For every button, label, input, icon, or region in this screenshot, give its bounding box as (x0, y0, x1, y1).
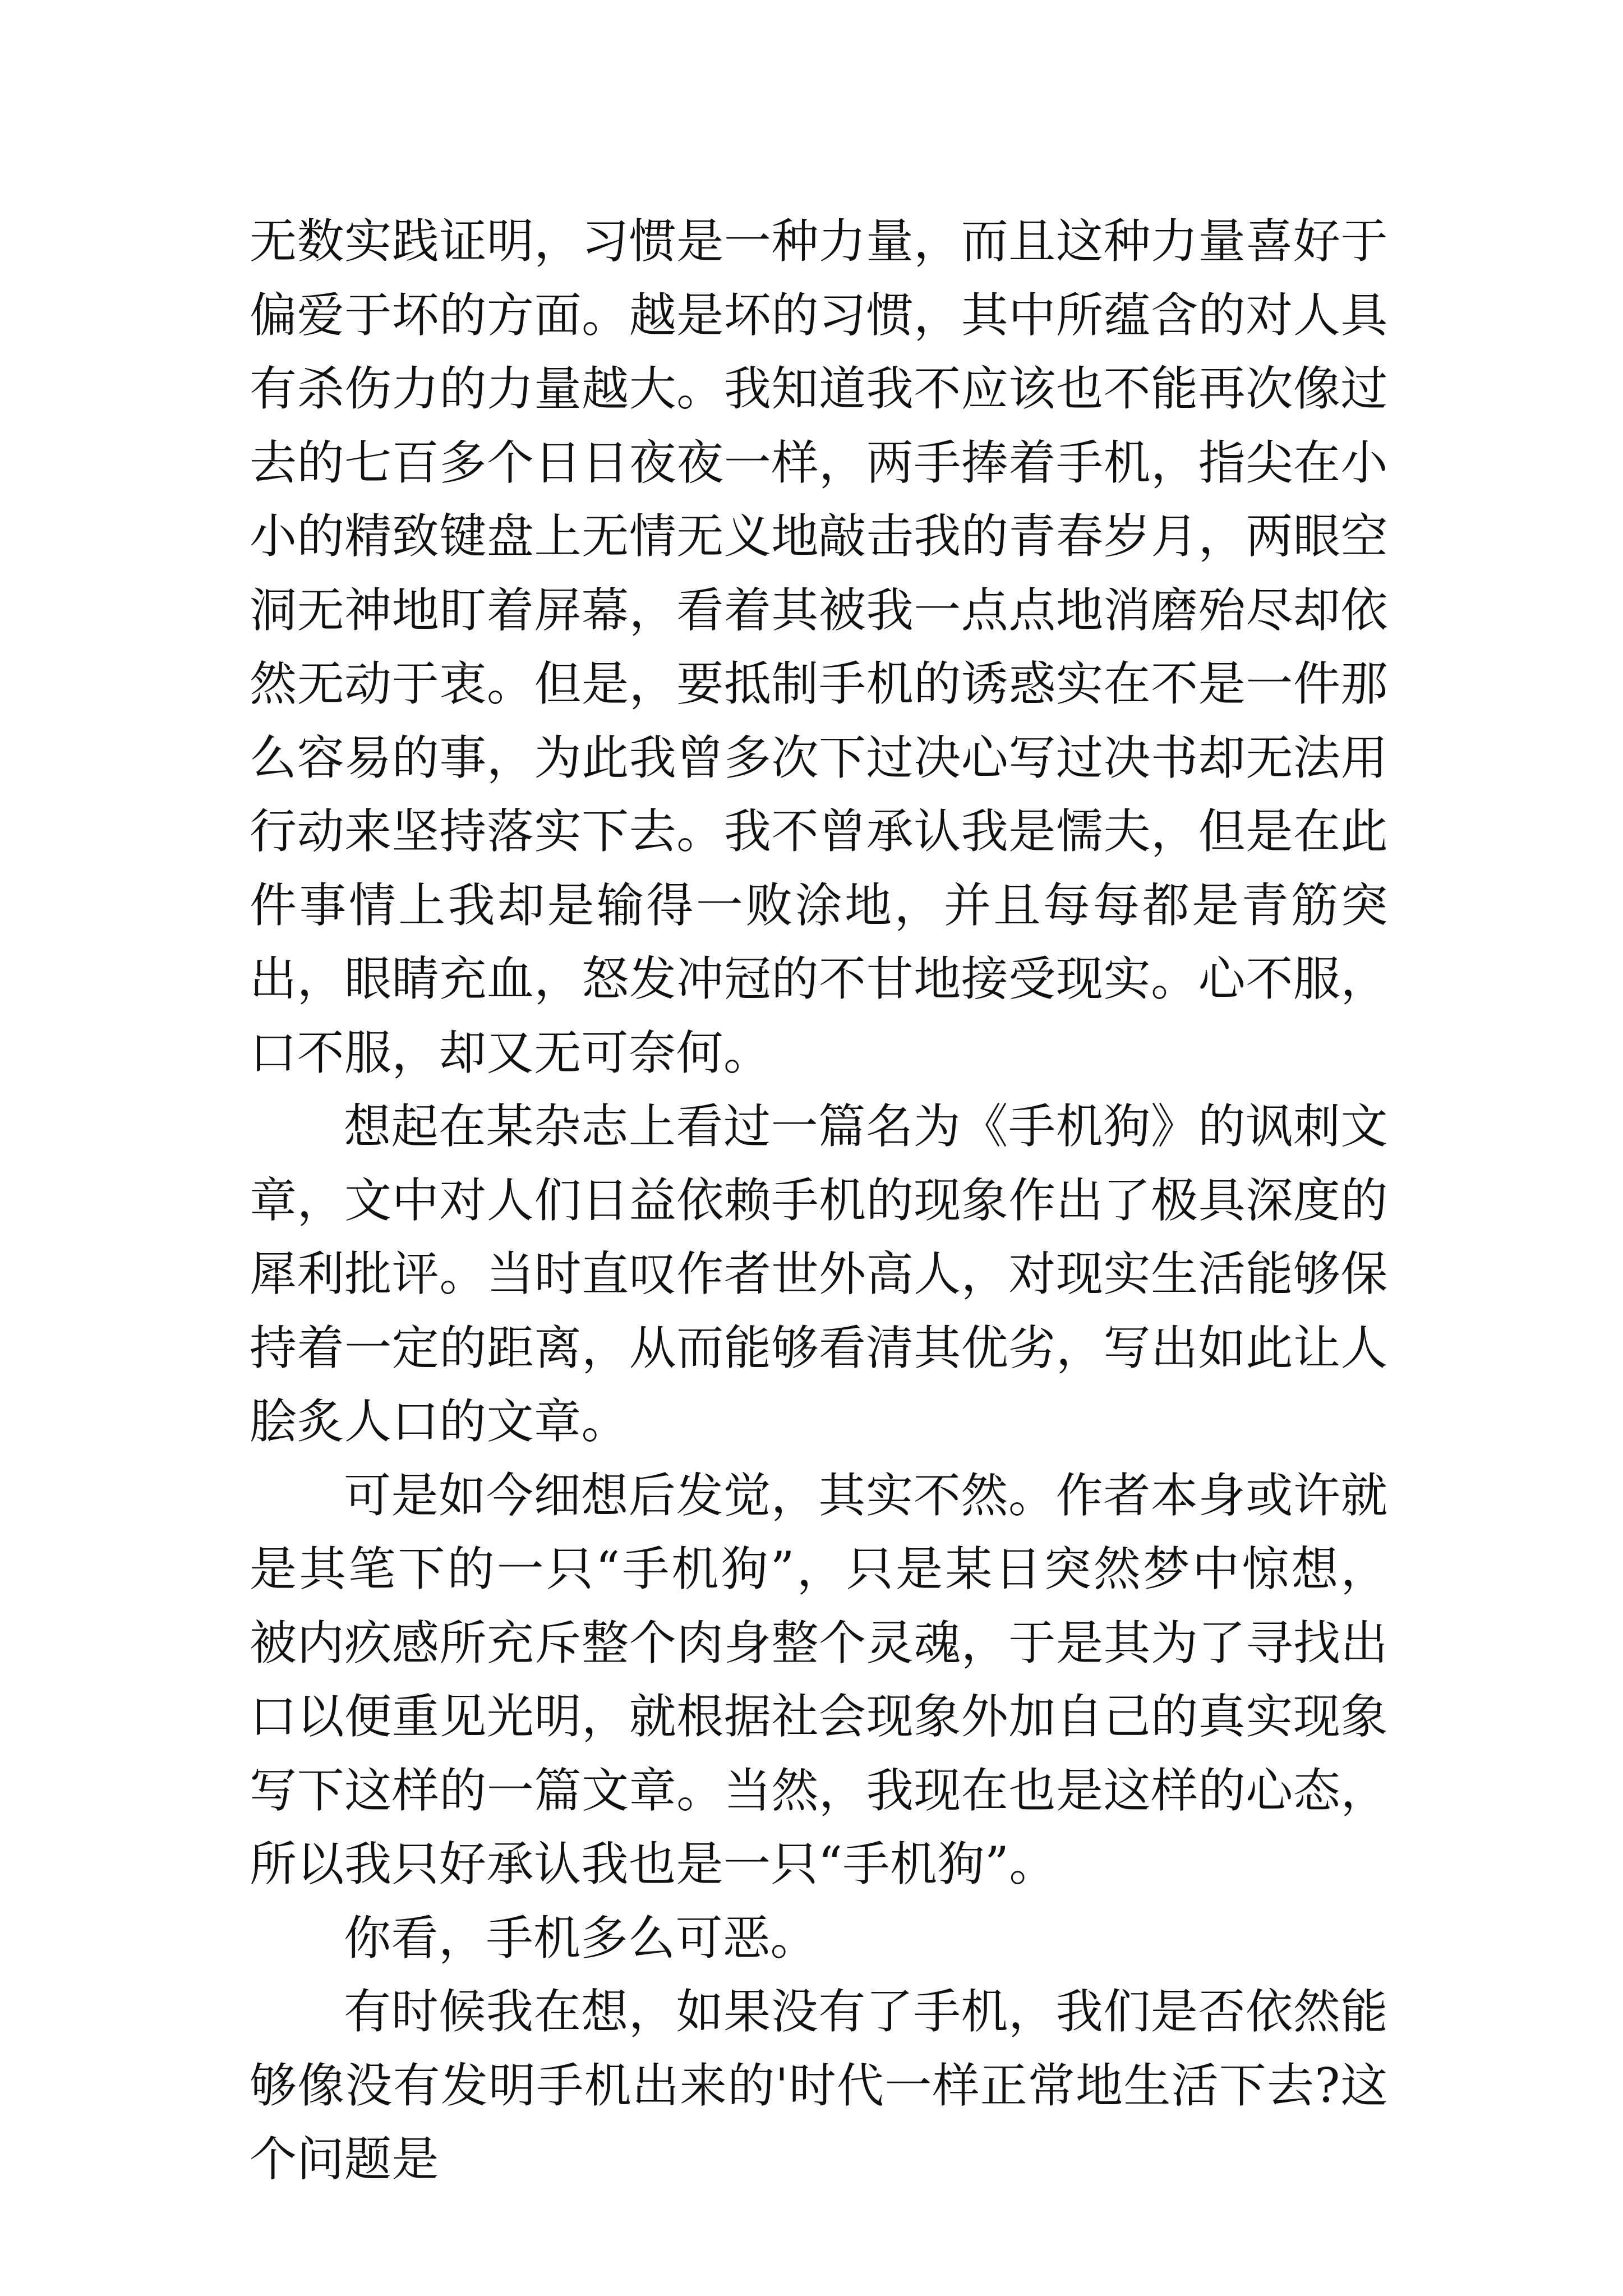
paragraph-1: 无数实践证明，习惯是一种力量，而且这种力量喜好于偏爱于坏的方面。越是坏的习惯，其中所蕴含的对人具有杀伤力的力量越大。我知道我不应该也不能再次像过去的七百多个日日夜夜一样，两手捧着手机，指尖在小小的精致键盘上无情无义地敲击我的青春岁月，两眼空洞无神地盯着屏幕，看着其被我一点点地消磨殆尽却依然无动于衷。但是，要抵制手机的诱惑实在不是一件那么容易的事，为此我曾多次下过决心写过决书却无法用行动来坚持落实下去。我不曾承认我是懦夫，但是在此件事情上我却是输得一败涂地，并且每每都是青筋突出，眼睛充血，怒发冲冠的不甘地接受现实。心不服，口不服，却又无可奈何。 (250, 214, 1388, 1080)
paragraph-2: 想起在某杂志上看过一篇名为《手机狗》的讽刺文章，文中对人们日益依赖手机的现象作出了极具深度的犀利批评。当时直叹作者世外高人，对现实生活能够保持着一定的距离，从而能够看清其优劣，写出如此让人脍炙人口的文章。 (250, 1099, 1388, 1449)
paragraph-5: 有时候我在想，如果没有了手机，我们是否依然能够像没有发明手机出来的'时代一样正常地生活下去?这个问题是 (250, 1984, 1388, 2187)
paragraph-3: 可是如今细想后发觉，其实不然。作者本身或许就是其笔下的一只“手机狗”，只是某日突然梦中惊想，被内疚感所充斥整个肉身整个灵魂，于是其为了寻找出口以便重见光明，就根据社会现象外加自己的真实现象写下这样的一篇文章。当然，我现在也是这样的心态，所以我只好承认我也是一只“手机狗”。 (250, 1467, 1388, 1892)
body-text (250, 205, 1388, 2197)
paragraph-4: 你看，手机多么可恶。 (344, 1910, 818, 1966)
